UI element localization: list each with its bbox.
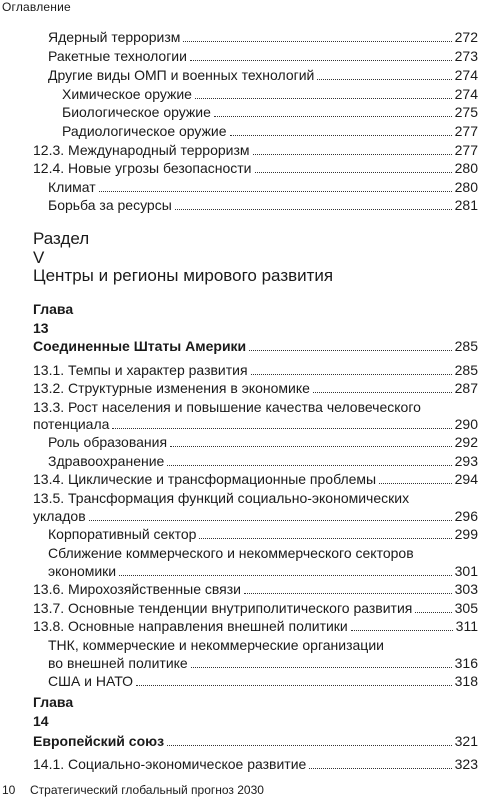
toc-entry-title: укладов	[33, 508, 86, 524]
toc-entry-page: 292	[454, 434, 478, 450]
dot-leader	[183, 41, 451, 42]
dot-leader	[255, 172, 452, 173]
dot-leader	[167, 465, 451, 466]
toc-entry-title: Роль образования	[48, 434, 168, 450]
toc-entry[interactable]	[33, 359, 478, 379]
dot-leader	[89, 520, 452, 521]
toc-entry-page: 277	[454, 123, 478, 139]
dot-leader	[199, 538, 451, 539]
toc-entry-title: Корпоративный сектор	[48, 526, 197, 542]
dot-leader	[170, 446, 452, 447]
toc-entry-page: 275	[454, 104, 478, 120]
toc-entry-title-line1: ТНК, коммерческие и некоммерческие организации	[48, 637, 384, 653]
toc-entry[interactable]	[62, 101, 478, 121]
toc-entry-title: Химическое оружие	[62, 86, 192, 102]
dot-leader	[99, 191, 452, 192]
dot-leader	[214, 116, 452, 117]
running-footer-title: Стратегический глобальный прогноз 2030	[30, 783, 264, 797]
toc-entry-page: 296	[454, 508, 478, 524]
toc-entry[interactable]	[33, 505, 478, 525]
chapter-title-entry[interactable]	[33, 335, 478, 355]
dot-leader	[190, 60, 452, 61]
section-title[interactable]: Центры и регионы мирового развития	[33, 266, 334, 285]
dot-leader	[309, 768, 451, 769]
dot-leader	[230, 135, 452, 136]
toc-entry-title: 14.1. Социально-экономическое развитие	[33, 756, 307, 772]
toc-entry[interactable]	[48, 176, 478, 196]
toc-entry-title: 13.2. Структурные изменения в экономике	[33, 380, 310, 396]
chapter-label: Глава	[33, 694, 74, 710]
toc-entry-title: 13.7. Основные тенденции внутриполитического развития	[33, 600, 413, 616]
toc-entry-page: 277	[454, 142, 478, 158]
toc-entry-title: Борьба за ресурсы	[48, 197, 172, 213]
toc-entry[interactable]	[33, 413, 478, 433]
dot-leader	[379, 483, 452, 484]
toc-entry-page: 311	[455, 618, 478, 634]
toc-entry-page: 293	[454, 453, 478, 469]
chapter-number: 13	[33, 320, 49, 336]
toc-entry-title: во внешней политике	[48, 655, 188, 671]
toc-entry-title-line1: 13.3. Рост населения и повышение качества человеческого	[33, 399, 421, 415]
toc-entry[interactable]	[48, 64, 478, 84]
toc-entry-page: 280	[454, 160, 478, 176]
toc-entry-page: 274	[454, 86, 478, 102]
toc-entry-page: 299	[454, 526, 478, 542]
page-number: 10	[2, 783, 16, 797]
toc-entry[interactable]	[33, 468, 478, 488]
toc-entry[interactable]	[33, 753, 478, 773]
dot-leader	[119, 575, 452, 576]
toc-entry-title: Ядерный терроризм	[48, 29, 181, 45]
toc-entry[interactable]	[48, 560, 478, 580]
toc-entry-page: 290	[454, 416, 478, 432]
running-header: Оглавление	[2, 0, 71, 14]
toc-entry-title: экономики	[48, 563, 117, 579]
chapter-label: Глава	[33, 301, 74, 317]
toc-entry-page: 323	[454, 756, 478, 772]
toc-entry-title: Другие виды ОМП и военных технологий	[48, 67, 315, 83]
toc-entry-title: 12.3. Международный терроризм	[33, 142, 250, 158]
toc-entry[interactable]	[33, 597, 478, 617]
toc-entry-title: 13.1. Темпы и характер развития	[33, 362, 248, 378]
toc-entry-title: 13.6. Мирохозяйственные связи	[33, 581, 241, 597]
toc-entry-page: 281	[454, 197, 478, 213]
dot-leader	[112, 428, 451, 429]
section-number: V	[33, 248, 45, 267]
toc-entry[interactable]	[33, 578, 478, 598]
toc-entry[interactable]	[48, 45, 478, 65]
toc-entry[interactable]	[62, 120, 478, 140]
dot-leader	[415, 612, 451, 613]
chapter-title: Соединенные Штаты Америки	[33, 338, 247, 354]
chapter-title: Европейский союз	[33, 733, 165, 749]
toc-entry-page: 280	[454, 179, 478, 195]
toc-entry[interactable]	[33, 139, 478, 159]
dot-leader	[253, 154, 452, 155]
toc-entry[interactable]	[48, 523, 478, 543]
dot-leader	[313, 392, 452, 393]
chapter-title-entry[interactable]	[33, 730, 478, 750]
dot-leader	[317, 79, 451, 80]
toc-entry-page: 318	[454, 673, 478, 689]
toc-entry-page: 273	[454, 48, 478, 64]
dot-leader	[136, 685, 452, 686]
toc-entry[interactable]	[33, 377, 478, 397]
dot-leader	[167, 745, 452, 746]
toc-entry[interactable]	[33, 615, 478, 635]
toc-entry-title: Радиологическое оружие	[62, 123, 227, 139]
toc-entry-title: 12.4. Новые угрозы безопасности	[33, 160, 252, 176]
toc-entry-page: 316	[454, 655, 478, 671]
dot-leader	[195, 98, 452, 99]
toc-entry[interactable]	[33, 157, 478, 177]
toc-entry[interactable]	[48, 26, 478, 46]
toc-entry[interactable]	[48, 194, 478, 214]
toc-entry-title: США и НАТО	[48, 673, 134, 689]
toc-entry-title: Биологическое оружие	[62, 104, 211, 120]
toc-entry-title: потенциала	[33, 416, 110, 432]
section-label: Раздел	[33, 229, 90, 248]
toc-entry[interactable]	[62, 83, 478, 103]
dot-leader	[251, 374, 452, 375]
toc-entry-page: 294	[454, 471, 478, 487]
toc-entry-page: 303	[454, 581, 478, 597]
toc-entry-page: 285	[454, 338, 478, 354]
toc-entry[interactable]	[48, 450, 478, 470]
toc-entry-title: Ракетные технологии	[48, 48, 187, 64]
toc-entry-title: Климат	[48, 179, 96, 195]
toc-entry-title: Здравоохранение	[48, 453, 165, 469]
dot-leader	[244, 593, 452, 594]
toc-entry-title-line1: Сближение коммерческого и некоммерческого секторов	[48, 545, 414, 561]
toc-entry-page: 305	[454, 600, 478, 616]
toc-entry-title-line1: 13.5. Трансформация функций социально-экономических	[33, 490, 410, 506]
toc-entry-page: 285	[454, 362, 478, 378]
toc-entry-page: 287	[454, 380, 478, 396]
toc-entry-page: 301	[454, 563, 478, 579]
toc-entry-title: 13.4. Циклические и трансформационные проблемы	[33, 471, 377, 487]
toc-entry[interactable]	[48, 670, 478, 690]
toc-entry-title: 13.8. Основные направления внешней политики	[33, 618, 348, 634]
toc-entry[interactable]	[48, 431, 478, 451]
toc-entry-page: 321	[454, 733, 478, 749]
dot-leader	[351, 630, 453, 631]
dot-leader	[191, 667, 452, 668]
toc-entry-page: 274	[454, 67, 478, 83]
toc-entry-page: 272	[454, 29, 478, 45]
dot-leader	[175, 209, 452, 210]
dot-leader	[249, 350, 451, 351]
toc-entry[interactable]	[48, 652, 478, 672]
chapter-number: 14	[33, 713, 49, 729]
